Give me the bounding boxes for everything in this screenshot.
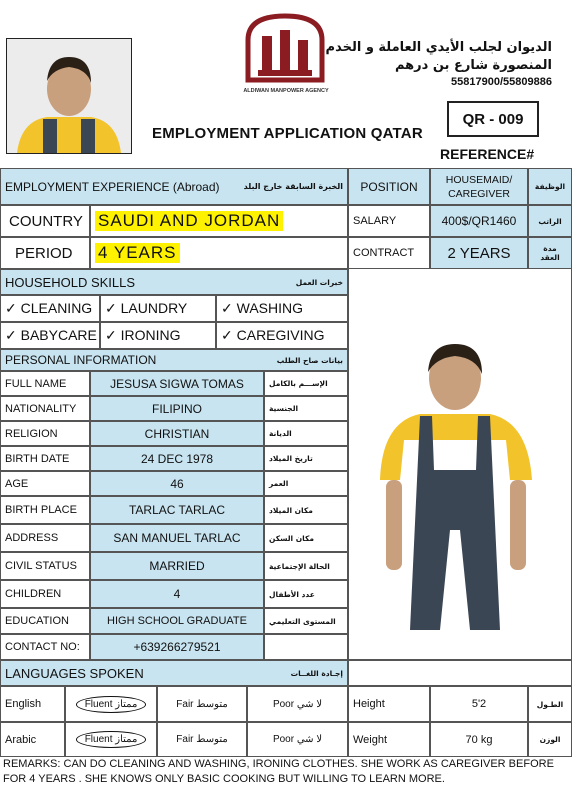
salary-label: SALARY (348, 205, 430, 237)
position-label: POSITION (348, 168, 430, 205)
period-value-cell (90, 237, 348, 269)
position-value: HOUSEMAID/ CAREGIVER (430, 168, 528, 205)
personal-label-ar: بيانات صاح الطلب (276, 355, 343, 365)
reference-label: REFERENCE# (440, 146, 535, 162)
height-label-ar: الطـول (528, 686, 572, 722)
age-value: 46 (90, 471, 264, 496)
experience-header (0, 168, 348, 205)
row-label: EDUCATION (0, 608, 90, 634)
period-value: 4 YEARS (95, 243, 180, 263)
row-label: BIRTH PLACE (0, 496, 90, 524)
applicant-photo-full (360, 330, 550, 630)
skill-ironing: ✓ IRONING (100, 322, 216, 349)
row-label-ar: مكان الميلاد (264, 496, 348, 524)
country-value: SAUDI AND JORDAN (95, 211, 283, 231)
row-label: AGE (0, 471, 90, 496)
contract-label: CONTRACT (348, 237, 430, 269)
row-label-ar: مكان السكن (264, 524, 348, 552)
agency-logo-text: ALDIWAN MANPOWER AGENCY (243, 88, 329, 94)
weight-label: Weight (348, 722, 430, 757)
poor-option: Poor لا شي (247, 722, 348, 757)
row-label: RELIGION (0, 421, 90, 446)
contract-label-ar: مدة العقد (528, 237, 572, 269)
skill-babycare: ✓ BABYCARE (0, 322, 100, 349)
contact-value: +639266279521 (90, 634, 264, 660)
row-label-ar: الجنسية (264, 396, 348, 421)
applicant-photo-small (6, 38, 132, 154)
height-value: 5'2 (430, 686, 528, 722)
skills-label-en: HOUSEHOLD SKILLS (5, 274, 136, 290)
row-label-ar: المستوى التعليمي (264, 608, 348, 634)
fair-option: Fair متوسط (157, 686, 247, 722)
agency-phones: 55817900/55809886 (451, 76, 552, 88)
fluent-selected: Fluent ممتاز (76, 731, 147, 748)
language-name: English (0, 686, 65, 722)
skill-caregiving: ✓ CAREGIVING (216, 322, 348, 349)
row-label: ADDRESS (0, 524, 90, 552)
salary-value: 400$/QR1460 (430, 205, 528, 237)
skill-washing: ✓ WASHING (216, 295, 348, 322)
position-label-ar: الوظيفة (528, 168, 572, 205)
row-label: CHILDREN (0, 580, 90, 608)
row-label-ar: الإســـم بالكامل (264, 371, 348, 396)
address-value: SAN MANUEL TARLAC (90, 524, 264, 552)
row-label: CIVIL STATUS (0, 552, 90, 580)
experience-label-ar: الخبرة السابقة خارج البلد (243, 182, 343, 191)
row-label-ar: عدد الأطفال (264, 580, 348, 608)
birth-date-value: 24 DEC 1978 (90, 446, 264, 471)
row-label-ar: الحالة الإجتماعية (264, 552, 348, 580)
skills-header (0, 269, 348, 295)
fluent-option-cell (65, 686, 157, 722)
row-label: FULL NAME (0, 371, 90, 396)
languages-label-en: LANGUAGES SPOKEN (5, 665, 144, 681)
row-label-ar (264, 634, 348, 660)
country-label: COUNTRY (0, 205, 90, 237)
salary-label-ar: الراتب (528, 205, 572, 237)
languages-header-blank (348, 660, 572, 686)
full-name-value: JESUSA SIGWA TOMAS (90, 371, 264, 396)
religion-value: CHRISTIAN (90, 421, 264, 446)
fair-option: Fair متوسط (157, 722, 247, 757)
weight-value: 70 kg (430, 722, 528, 757)
row-label: CONTACT NO: (0, 634, 90, 660)
agency-logo (240, 10, 330, 96)
period-label: PERIOD (0, 237, 90, 269)
fluent-option-cell (65, 722, 157, 757)
languages-header (0, 660, 348, 686)
qr-code-box: QR - 009 (447, 101, 539, 137)
row-label-ar: تاريخ الميلاد (264, 446, 348, 471)
height-label: Height (348, 686, 430, 722)
personal-label-en: PERSONAL INFORMATION (5, 353, 157, 367)
form-title: EMPLOYMENT APPLICATION QATAR (152, 125, 423, 142)
row-label-ar: العمر (264, 471, 348, 496)
poor-option: Poor لا شي (247, 686, 348, 722)
agency-name-ar: الديوان لجلب الأيدي العاملة و الخدم (325, 40, 552, 55)
nationality-value: FILIPINO (90, 396, 264, 421)
row-label: BIRTH DATE (0, 446, 90, 471)
remarks: REMARKS: CAN DO CLEANING AND WASHING, IRONING CLOTHES. SHE WORK AS CAREGIVER BEFORE FOR 4 YEARS . SHE KNOWS ONLY BASIC COOKING BUT WILLING TO LEARN MORE. (3, 758, 554, 785)
civil-status-value: MARRIED (90, 552, 264, 580)
agency-address-ar: المنصورة شارع بن درهم (394, 58, 552, 73)
country-value-cell (90, 205, 348, 237)
languages-label-ar: إجـادة اللغــات (290, 668, 343, 678)
language-name: Arabic (0, 722, 65, 757)
education-value: HIGH SCHOOL GRADUATE (90, 608, 264, 634)
experience-label-en: EMPLOYMENT EXPERIENCE (Abroad) (5, 179, 220, 194)
children-value: 4 (90, 580, 264, 608)
personal-header (0, 349, 348, 371)
skill-cleaning: ✓ CLEANING (0, 295, 100, 322)
contract-value: 2 YEARS (430, 237, 528, 269)
weight-label-ar: الوزن (528, 722, 572, 757)
fluent-selected: Fluent ممتاز (76, 696, 147, 713)
row-label: NATIONALITY (0, 396, 90, 421)
skills-label-ar: خبرات العمل (295, 277, 343, 287)
birth-place-value: TARLAC TARLAC (90, 496, 264, 524)
skill-laundry: ✓ LAUNDRY (100, 295, 216, 322)
row-label-ar: الديانة (264, 421, 348, 446)
